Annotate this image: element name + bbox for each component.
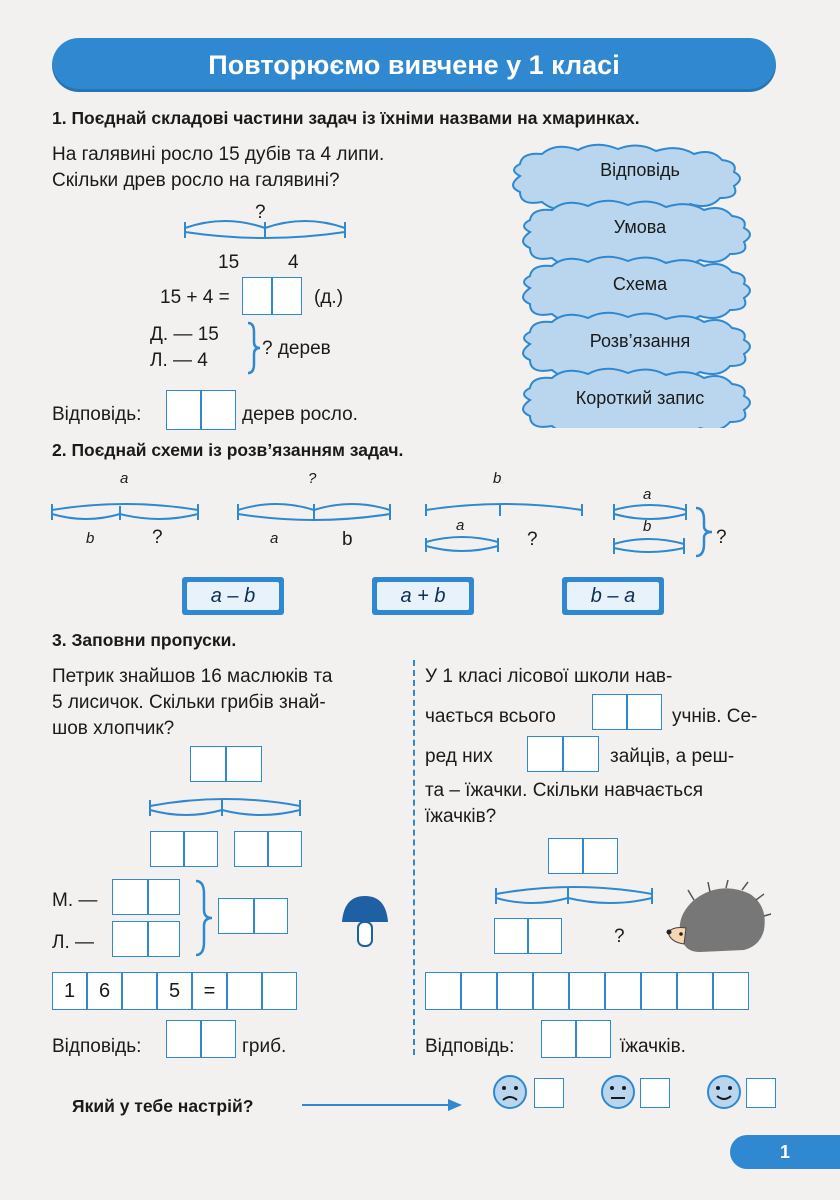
sad-face-icon[interactable] xyxy=(492,1074,528,1110)
scheme3-bottom-left: a xyxy=(456,517,465,534)
task3-right-line3b: зайців, а реш- xyxy=(610,746,735,767)
mood-checkbox-sad[interactable] xyxy=(534,1078,564,1108)
task3-m-label: М. — xyxy=(52,890,98,911)
scheme-arc-left xyxy=(185,221,265,228)
task3-right-line4: та – їжачки. Скільки навчається xyxy=(425,780,703,801)
task3-left-scheme xyxy=(146,788,304,822)
task1-answer-suffix: дерев росло. xyxy=(242,404,358,425)
scheme2-bottom-right: b xyxy=(342,529,353,550)
answer-cell[interactable] xyxy=(548,838,583,874)
answer-cell[interactable] xyxy=(166,390,201,430)
task2-heading: 2. Поєднай схеми із розв’язанням задач. xyxy=(52,440,404,460)
cloud-label: Умова xyxy=(613,217,667,237)
answer-cell[interactable] xyxy=(592,694,627,730)
answer-cell[interactable] xyxy=(201,1020,236,1058)
task3-right-line1: У 1 класі лісової школи нав- xyxy=(425,666,673,687)
row-cell[interactable] xyxy=(227,972,262,1010)
row-cell[interactable]: 1 xyxy=(52,972,87,1010)
page-number: 1 xyxy=(779,1141,790,1162)
scheme1-bottom-right: ? xyxy=(152,527,163,548)
formula-text: b – a xyxy=(567,582,659,610)
row-cell[interactable] xyxy=(677,972,713,1010)
neutral-face-icon[interactable] xyxy=(600,1074,636,1110)
scheme2-bottom-left: a xyxy=(270,530,279,547)
answer-cell[interactable] xyxy=(150,831,184,867)
mood-question: Який у тебе настрій? xyxy=(72,1096,254,1116)
task1-answer-prefix: Відповідь: xyxy=(52,404,142,425)
row-cell[interactable] xyxy=(262,972,297,1010)
row-cell[interactable]: = xyxy=(192,972,227,1010)
page-title-banner xyxy=(52,38,776,92)
answer-cell[interactable] xyxy=(112,921,148,957)
task3-right-question: ? xyxy=(614,926,625,947)
answer-cell[interactable] xyxy=(268,831,302,867)
row-cell[interactable] xyxy=(461,972,497,1010)
task3-left-line1: Петрик знайшов 16 маслюків та xyxy=(52,666,333,687)
scheme1-top-arc xyxy=(52,504,198,510)
mood-checkbox-neutral[interactable] xyxy=(640,1078,670,1108)
scheme3-top: b xyxy=(493,470,502,487)
cloud-label: Розв’язання xyxy=(589,331,691,351)
answer-cell[interactable] xyxy=(494,918,528,954)
task1-scheme-left: 15 xyxy=(218,252,240,273)
task3-right-scheme xyxy=(492,876,656,910)
answer-cell[interactable] xyxy=(218,898,254,934)
row-cell[interactable]: 5 xyxy=(157,972,192,1010)
task1-heading: 1. Поєднай складові частини задач із їхніми назвами на хмаринках. xyxy=(52,108,640,128)
row-cell[interactable] xyxy=(605,972,641,1010)
answer-cell[interactable] xyxy=(627,694,662,730)
hedgehog-icon xyxy=(664,880,772,960)
column-divider xyxy=(413,660,415,1055)
row-cell[interactable] xyxy=(497,972,533,1010)
task1-scheme-question: ? xyxy=(255,202,266,223)
task3-right-answer-suffix: їжачків. xyxy=(620,1036,686,1057)
task3-left-answer-suffix: гриб. xyxy=(242,1036,287,1057)
task1-short-question: ? дерев xyxy=(262,338,331,359)
arrow-right-icon xyxy=(300,1094,466,1116)
scheme-arc-right xyxy=(265,221,345,228)
task1-short-l: Л. — 4 xyxy=(150,350,208,371)
page-title: Повторюємо вивчене у 1 класі xyxy=(208,49,620,80)
task3-right-line5: їжачків? xyxy=(425,806,497,827)
task3-right-answer-prefix: Відповідь: xyxy=(425,1036,515,1057)
answer-cell[interactable] xyxy=(583,838,618,874)
task3-left-answer-prefix: Відповідь: xyxy=(52,1036,142,1057)
answer-cell[interactable] xyxy=(528,918,562,954)
answer-cell[interactable] xyxy=(201,390,236,430)
cloud-label: Схема xyxy=(612,274,668,294)
answer-cell[interactable] xyxy=(541,1020,576,1058)
row-cell[interactable] xyxy=(641,972,677,1010)
answer-cell[interactable] xyxy=(148,921,180,957)
row-cell[interactable] xyxy=(425,972,461,1010)
answer-cell[interactable] xyxy=(226,746,262,782)
cloud-label: Відповідь xyxy=(600,160,680,180)
brace-icon xyxy=(244,320,264,376)
formula-card[interactable] xyxy=(182,577,284,615)
task1-short-d: Д. — 15 xyxy=(150,324,219,345)
answer-cell[interactable] xyxy=(148,879,180,915)
task3-heading: 3. Заповни пропуски. xyxy=(52,630,237,650)
row-cell[interactable] xyxy=(713,972,749,1010)
row-cell[interactable]: 6 xyxy=(87,972,122,1010)
answer-cell[interactable] xyxy=(166,1020,201,1058)
scheme3-bottom-right: ? xyxy=(527,529,538,550)
task3-right-line2b: учнів. Се- xyxy=(672,706,758,727)
answer-cell[interactable] xyxy=(190,746,226,782)
row-cell[interactable] xyxy=(533,972,569,1010)
formula-card[interactable] xyxy=(562,577,664,615)
happy-face-icon[interactable] xyxy=(706,1074,742,1110)
mood-checkbox-happy[interactable] xyxy=(746,1078,776,1108)
brace-icon xyxy=(192,878,216,958)
answer-cell[interactable] xyxy=(112,879,148,915)
task1-scheme-right: 4 xyxy=(288,252,299,273)
answer-cell[interactable] xyxy=(527,736,563,772)
task1-text-line2: Скільки древ росло на галявині? xyxy=(52,170,340,191)
scheme4-question: ? xyxy=(716,527,727,548)
answer-cell[interactable] xyxy=(272,277,302,315)
task1-equation: 15 + 4 = xyxy=(160,287,230,308)
answer-cell[interactable] xyxy=(234,831,268,867)
scheme1-top: a xyxy=(120,470,129,487)
task3-right-line2a: чається всього xyxy=(425,706,556,727)
page-number-tab xyxy=(730,1135,840,1169)
scheme4-top: a xyxy=(643,486,652,503)
task3-right-line3a: ред них xyxy=(425,746,493,767)
task1-text-line1: На галявині росло 15 дубів та 4 липи. xyxy=(52,144,385,165)
formula-text: a + b xyxy=(377,582,469,610)
row-cell[interactable] xyxy=(122,972,157,1010)
task3-left-line2: 5 лисичок. Скільки грибів знай- xyxy=(52,692,326,713)
answer-cell[interactable] xyxy=(576,1020,611,1058)
scheme2-top: ? xyxy=(308,470,317,487)
row-cell[interactable] xyxy=(569,972,605,1010)
formula-text: a – b xyxy=(187,582,279,610)
task1-equation-unit: (д.) xyxy=(314,287,344,308)
formula-card[interactable] xyxy=(372,577,474,615)
answer-cell[interactable] xyxy=(184,831,218,867)
scheme4-bottom: b xyxy=(643,518,652,535)
mushroom-icon xyxy=(338,892,392,952)
task3-l-label: Л. — xyxy=(52,932,95,953)
answer-cell[interactable] xyxy=(563,736,599,772)
scheme1-bottom-left: b xyxy=(86,530,95,547)
answer-cell[interactable] xyxy=(242,277,272,315)
answer-cell[interactable] xyxy=(254,898,288,934)
cloud-label: Короткий запис xyxy=(575,388,705,408)
task3-left-line3: шов хлопчик? xyxy=(52,718,175,739)
